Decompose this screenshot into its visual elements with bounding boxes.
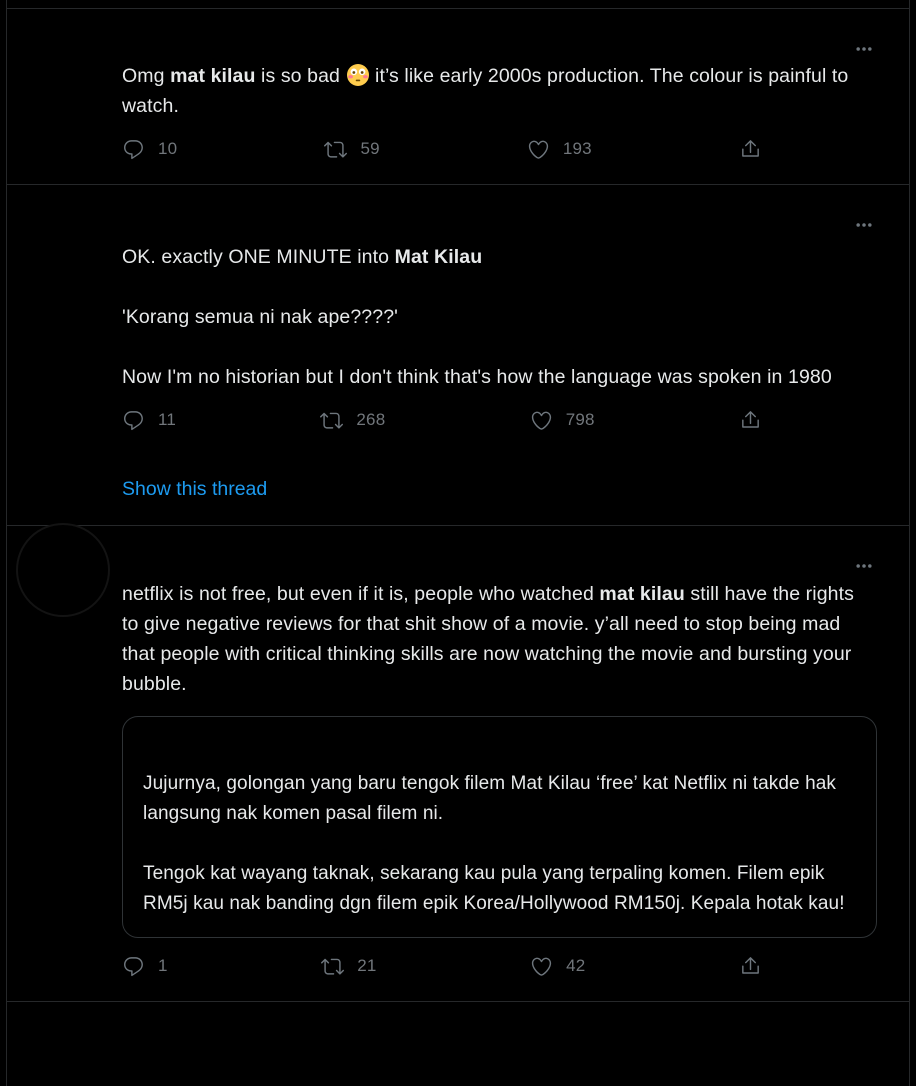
tweet-paragraph: Omg mat kilau is so bad it’s like early 2000s production. The colour is painful to watch. <box>122 65 849 117</box>
reply-count: 1 <box>158 956 168 975</box>
tweet-body <box>122 579 866 699</box>
retweet-button[interactable] <box>324 138 379 161</box>
tweet-body <box>122 61 866 121</box>
tweet-body <box>122 242 866 392</box>
reply-button[interactable] <box>122 409 176 432</box>
heart-icon <box>530 955 553 978</box>
share-icon <box>739 409 762 432</box>
like-button[interactable] <box>530 409 595 432</box>
reply-count: 10 <box>158 139 178 158</box>
retweet-icon <box>321 955 344 978</box>
retweet-button[interactable] <box>321 955 376 978</box>
reply-icon <box>122 409 145 432</box>
tweet-paragraph: Jujurnya, golongan yang baru tengok filem Mat Kilau ‘free’ kat Netflix ni takde hak langsung nak komen pasal filem ni. <box>143 773 837 824</box>
next-tweet-edge <box>7 1002 909 1018</box>
reply-button[interactable] <box>122 955 168 978</box>
tweet-paragraph: Tengok kat wayang taknak, sekarang kau pula yang terpaling komen. Filem epik RM5j kau nak banding dgn filem epik Korea/Hollywood RM150j. Kepala hotak kau! <box>143 863 845 914</box>
share-icon <box>739 138 762 161</box>
tweet-paragraph: 'Korang semua ni nak ape????' <box>122 306 398 328</box>
tweet-actions <box>122 406 762 434</box>
tweet-paragraph: OK. exactly ONE MINUTE into Mat Kilau <box>122 246 483 268</box>
like-count: 193 <box>562 139 592 158</box>
previous-tweet-edge <box>7 0 909 9</box>
share-button[interactable] <box>739 409 762 432</box>
heart-icon <box>527 138 550 161</box>
like-count: 42 <box>566 956 586 975</box>
share-icon <box>739 955 762 978</box>
avatar[interactable] <box>16 523 110 617</box>
more-horizontal-icon <box>851 215 877 235</box>
reply-icon <box>122 955 145 978</box>
tweet[interactable] <box>7 526 909 1002</box>
reply-count: 11 <box>158 410 177 429</box>
retweet-count: 21 <box>357 956 377 975</box>
retweet-count: 268 <box>356 410 386 429</box>
retweet-count: 59 <box>360 139 380 158</box>
retweet-button[interactable] <box>320 409 385 432</box>
retweet-icon <box>320 409 343 432</box>
share-button[interactable] <box>739 955 762 978</box>
more-options-button[interactable] <box>849 213 879 237</box>
tweet[interactable] <box>7 9 909 185</box>
tweet-actions <box>122 135 762 163</box>
more-horizontal-icon <box>851 556 877 576</box>
quoted-tweet[interactable] <box>122 716 877 938</box>
tweet[interactable] <box>7 185 909 526</box>
tweet-timeline <box>6 0 910 1086</box>
retweet-icon <box>324 138 347 161</box>
flushed-face-emoji <box>346 63 370 87</box>
more-options-button[interactable] <box>849 554 879 578</box>
tweet-actions <box>122 952 762 980</box>
quoted-tweet-body <box>143 769 856 919</box>
more-options-button[interactable] <box>849 37 879 61</box>
heart-icon <box>530 409 553 432</box>
like-count: 798 <box>565 410 595 429</box>
tweet-paragraph: Now I'm no historian but I don't think that's how the language was spoken in 1980 <box>122 366 832 388</box>
show-thread-link[interactable]: Show this thread <box>122 478 268 500</box>
reply-button[interactable] <box>122 138 177 161</box>
tweet-paragraph: netflix is not free, but even if it is, people who watched mat kilau still have the rights to give negative reviews for that shit show of a movie. y’all need to stop being mad that people with critical thinking skills are now watching the movie and bursting your bubble. <box>122 583 854 695</box>
share-button[interactable] <box>739 138 762 161</box>
like-button[interactable] <box>530 955 585 978</box>
reply-icon <box>122 138 145 161</box>
more-horizontal-icon <box>851 39 877 59</box>
like-button[interactable] <box>527 138 592 161</box>
